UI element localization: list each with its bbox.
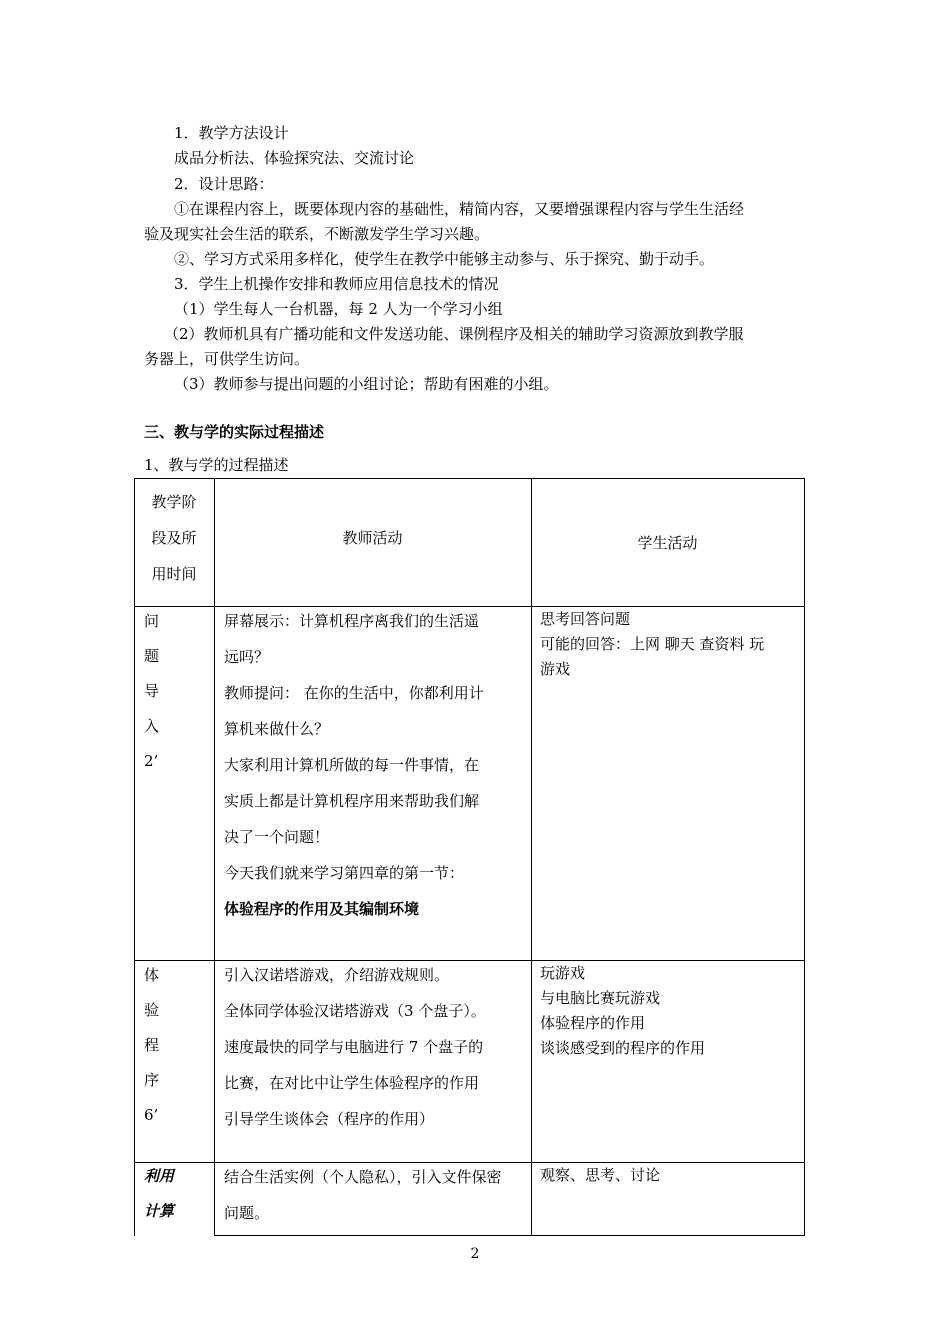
header-student: 学生活动 — [637, 534, 698, 552]
page-number: 2 — [470, 1246, 480, 1262]
teacher-line: 算机来做什么？ — [224, 720, 330, 738]
idea-2: ②、学习方式采用多样化，使学生在教学中能够主动参与、乐于探究、勤于动手。 — [174, 250, 715, 268]
teacher-line: 远吗？ — [224, 648, 270, 666]
teacher-line: 屏幕展示：计算机程序离我们的生活遥 — [224, 612, 480, 630]
student-line: 玩游戏 — [540, 964, 586, 982]
header-stage — [134, 484, 214, 592]
teacher-line: 全体同学体验汉诺塔游戏（3 个盘子）。 — [224, 1002, 486, 1020]
row2-teacher — [224, 957, 486, 1137]
table-col-divider — [531, 478, 532, 1236]
arrange-1: （1）学生每人一台机器，每 2 人为一个学习小组 — [174, 300, 503, 318]
header-stage-line: 教学阶 — [151, 493, 197, 511]
stage-char: 体 — [144, 966, 160, 984]
header-stage-line: 用时间 — [151, 565, 197, 583]
teacher-line: 决了一个问题！ — [224, 828, 330, 846]
idea-title: 2．设计思路： — [174, 175, 274, 193]
table-border-bottom — [214, 1235, 805, 1236]
teacher-line: 问题。 — [224, 1204, 270, 1222]
stage-char: 问 — [144, 612, 160, 630]
table-border-top — [134, 478, 805, 479]
idea-1-line2: 验及现实社会生活的联系，不断激发学生学习兴趣。 — [144, 225, 490, 243]
stage-char: 验 — [144, 1001, 160, 1019]
arrange-2-line1: （2）教师机具有广播功能和文件发送功能、课例程序及相关的辅助学习资源放到教学服 — [164, 325, 744, 343]
header-teacher: 教师活动 — [342, 529, 403, 547]
row2-student — [540, 961, 705, 1061]
stage-char: 入 — [144, 717, 160, 735]
stage-char: 6’ — [144, 1106, 159, 1124]
stage-char: 序 — [144, 1071, 160, 1089]
teacher-line-bold: 体验程序的作用及其编制环境 — [224, 900, 420, 918]
stage-char: 2’ — [144, 752, 159, 770]
student-line: 可能的回答：上网 聊天 查资料 玩 — [540, 635, 765, 653]
idea-1-line1: ①在课程内容上，既要体现内容的基础性，精简内容，又要增强课程内容与学生生活经 — [174, 200, 745, 218]
table-col-divider — [214, 478, 215, 1236]
student-line: 观察、思考、讨论 — [540, 1166, 661, 1184]
teacher-line: 引导学生谈体会（程序的作用） — [224, 1110, 435, 1128]
student-line: 思考回答问题 — [540, 610, 631, 628]
method-text: 成品分析法、体验探究法、交流讨论 — [174, 149, 415, 167]
row1-stage — [144, 604, 159, 779]
table-border-right — [804, 478, 805, 1236]
row3-student — [540, 1163, 660, 1188]
student-line: 谈谈感受到的程序的作用 — [540, 1039, 706, 1057]
arrange-3: （3）教师参与提出问题的小组讨论；帮助有困难的小组。 — [174, 375, 559, 393]
header-stage-line: 段及所 — [151, 529, 197, 547]
section-subheading: 1、教与学的过程描述 — [144, 456, 289, 474]
teacher-line: 教师提问： 在你的生活中，你都利用计 — [224, 684, 484, 702]
stage-char: 题 — [144, 647, 160, 665]
teacher-line: 速度最快的同学与电脑进行 7 个盘子的 — [224, 1038, 484, 1056]
row3-stage — [144, 1159, 174, 1229]
stage-line: 利用 — [144, 1167, 175, 1185]
arrange-title: 3．学生上机操作安排和教师应用信息技术的情况 — [174, 275, 499, 293]
student-line: 与电脑比赛玩游戏 — [540, 989, 661, 1007]
teacher-line: 实质上都是计算机程序用来帮助我们解 — [224, 792, 480, 810]
row3-teacher — [224, 1159, 502, 1231]
row2-stage — [144, 958, 159, 1133]
teacher-line: 今天我们就来学习第四章的第一节： — [224, 864, 465, 882]
stage-char: 程 — [144, 1036, 160, 1054]
row1-student — [540, 607, 764, 682]
student-line: 游戏 — [540, 660, 571, 678]
teacher-line: 比赛，在对比中让学生体验程序的作用 — [224, 1074, 480, 1092]
method-title: 1．教学方法设计 — [174, 124, 289, 142]
teacher-line: 结合生活实例（个人隐私），引入文件保密 — [224, 1168, 502, 1186]
teacher-line: 大家利用计算机所做的每一件事情，在 — [224, 756, 480, 774]
stage-line: 计算 — [144, 1202, 175, 1220]
teacher-line: 引入汉诺塔游戏，介绍游戏规则。 — [224, 966, 450, 984]
arrange-2-line2: 务器上，可供学生访问。 — [144, 350, 310, 368]
stage-char: 导 — [144, 682, 160, 700]
student-line: 体验程序的作用 — [540, 1014, 646, 1032]
section-heading: 三、教与学的实际过程描述 — [144, 423, 325, 441]
row1-teacher — [224, 603, 484, 927]
